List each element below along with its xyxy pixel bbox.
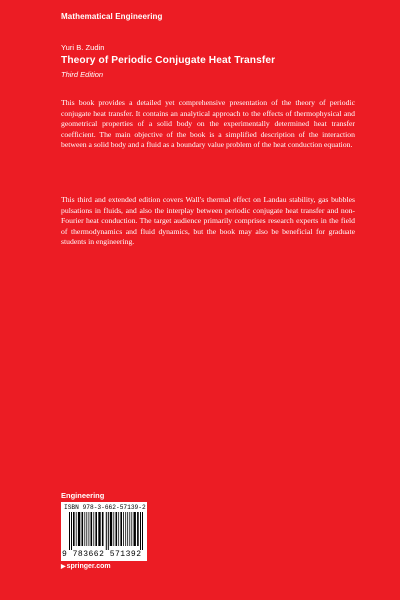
isbn-label: ISBN 978-3-662-57139-2 [64, 504, 146, 511]
publisher-link-text: springer.com [66, 563, 111, 570]
edition-label: Third Edition [61, 70, 104, 79]
barcode-box [61, 502, 147, 561]
blurb-paragraph-1: This book provides a detailed yet comprehensive presentation of the theory of periodic conjugate heat transfer. It contains an analytical approach to the effects of thermophysical and geometrical properties of a solid body on the experimentally determined heat transfer coefficient. The main objective of the book is a simplified description of the interaction between a solid body and a fluid as a boundary value problem of the heat conduction equation. [61, 98, 355, 150]
barcode-bars [69, 512, 145, 550]
book-title: Theory of Periodic Conjugate Heat Transfer [61, 55, 276, 66]
blurb-paragraph-2: This third and extended edition covers Wall's thermal effect on Landau stability, gas bubbles pulsations in fluids, and also the interplay between periodic conjugate heat transfer and non-Fourier heat conduction. The target audience primarily comprises research experts in the field of thermodynamics and fluid dynamics, but the book may also be beneficial for graduate students in engineering. [61, 195, 355, 247]
triangle-arrow-icon: ▶ [61, 564, 66, 570]
author-name: Yuri B. Zudin [61, 43, 105, 52]
series-name: Mathematical Engineering [61, 12, 163, 21]
ean-digits: 9 783662 571392 [62, 550, 142, 559]
publisher-link[interactable] [61, 563, 111, 570]
subject-label: Engineering [61, 491, 105, 500]
